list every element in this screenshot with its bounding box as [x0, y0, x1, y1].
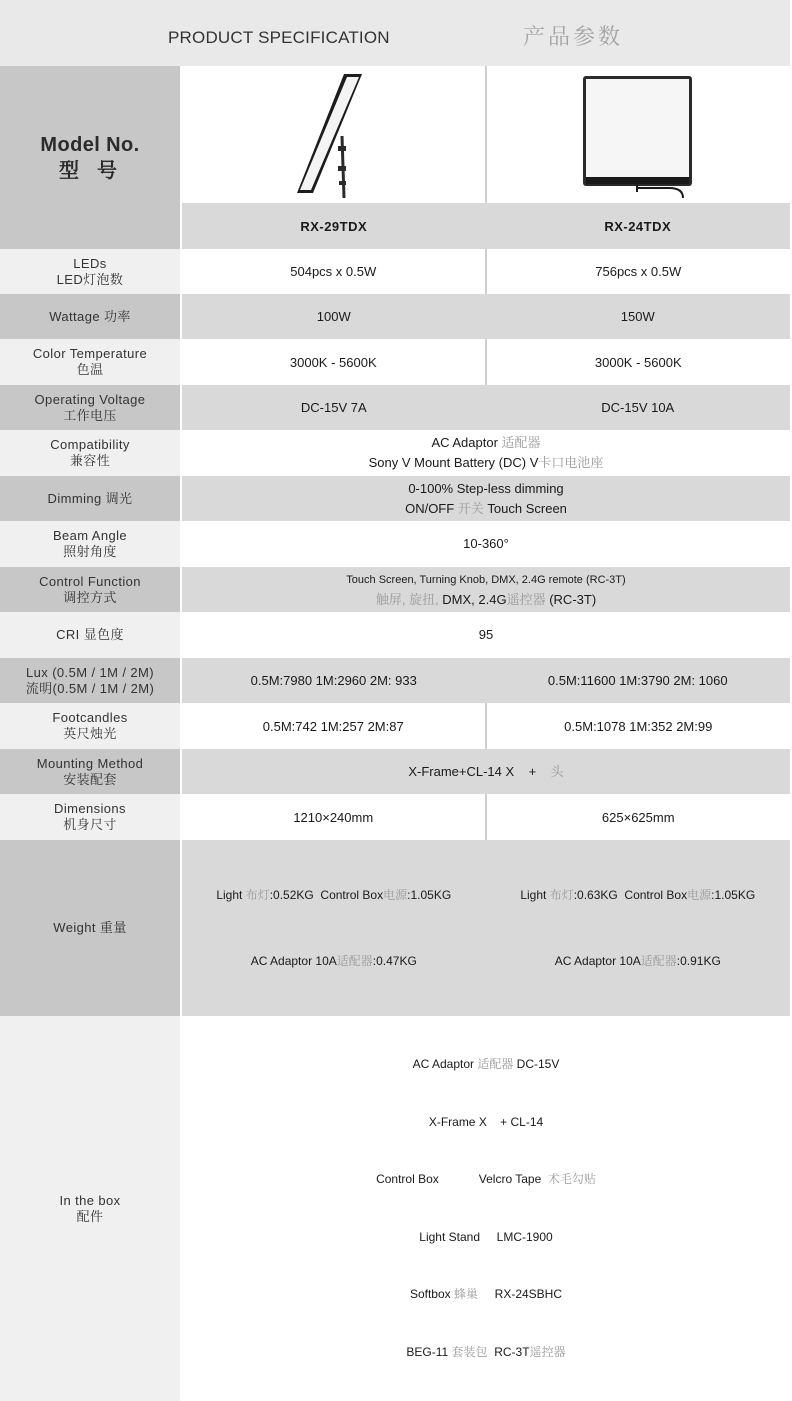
row-label	[0, 567, 181, 612]
value-shared	[181, 567, 790, 612]
value-model-1: 0.5M:7980 1M:2960 2M: 933	[181, 658, 486, 703]
compat-battery-cn: 卡口电池座	[538, 455, 604, 470]
panel-light-icon	[487, 66, 792, 198]
dimming-onoff: ON/OFF	[405, 500, 455, 516]
control-cn-d: (RC-3T)	[549, 591, 597, 607]
value-shared	[181, 749, 790, 794]
label-cn: 机身尺寸	[63, 817, 117, 832]
value-shared: 10-360°	[181, 521, 790, 567]
label-cn: 英尺烛光	[63, 726, 117, 741]
label-cn: 工作电压	[63, 407, 117, 423]
value-model-2: 3000K - 5600K	[486, 339, 791, 385]
row-label: Dimming 调光	[0, 476, 181, 521]
row-label	[0, 521, 181, 567]
mounting-value: X-Frame+CL-14 X +	[408, 763, 537, 779]
row-label: Weight 重量	[0, 840, 181, 1016]
model-label-cn: 型号	[59, 159, 135, 182]
label-en: Control Function	[39, 573, 141, 589]
value-model-2: DC-15V 10A	[486, 385, 791, 430]
row-lux	[0, 658, 790, 703]
label-en: Color Temperature	[32, 346, 148, 361]
label-cn: 流明(0.5M / 1M / 2M)	[25, 680, 155, 696]
row-dimensions	[0, 794, 790, 840]
value-model-1: 1210×240mm	[181, 794, 486, 840]
row-voltage	[0, 385, 790, 430]
label-en: Operating Voltage	[34, 391, 146, 407]
row-label	[0, 794, 181, 840]
control-cn-b: DMX, 2.4G	[442, 591, 507, 607]
row-dimming	[0, 476, 790, 521]
compat-ac: AC Adaptor	[431, 435, 498, 450]
label-en: Beam Angle	[52, 528, 128, 543]
compat-ac-cn: 适配器	[497, 435, 541, 450]
value-model-1: DC-15V 7A	[181, 385, 486, 430]
value-model-2: 756pcs x 0.5W	[486, 249, 791, 294]
control-cn-a: 触屏, 旋扭,	[375, 591, 443, 607]
value-model-2: 0.5M:1078 1M:352 2M:99	[486, 703, 791, 749]
row-footcandles	[0, 703, 790, 749]
value-shared	[181, 430, 790, 476]
title-cn: 产品参数	[523, 25, 624, 50]
row-compatibility	[0, 430, 790, 476]
value-model-2: Light 布灯:0.63KG Control Box电源:1.05KG AC Adaptor 10A适配器:0.91KG	[486, 840, 791, 1016]
title-en: PRODUCT SPECIFICATION	[168, 28, 390, 47]
row-control-function	[0, 567, 790, 612]
label-cn: 照射角度	[63, 544, 117, 559]
label-en: Dimensions	[54, 801, 126, 816]
row-label	[0, 249, 181, 294]
product-image-rx29	[181, 66, 486, 203]
row-color-temperature	[0, 339, 790, 385]
mounting-value-cn: 头	[536, 763, 564, 779]
row-leds	[0, 249, 790, 294]
label-en: In the box	[59, 1192, 121, 1208]
label-en: Footcandles	[52, 710, 128, 725]
row-wattage	[0, 294, 790, 339]
value-model-2: 150W	[486, 294, 791, 339]
value-model-2: 0.5M:11600 1M:3790 2M: 1060	[486, 658, 791, 703]
row-label	[0, 385, 181, 430]
model-name-2: RX-24TDX	[486, 203, 791, 249]
row-label: Wattage 功率	[0, 294, 181, 339]
model-label	[0, 66, 181, 249]
row-label	[0, 658, 181, 703]
value-model-1: 3000K - 5600K	[181, 339, 486, 385]
row-label	[0, 749, 181, 794]
row-label	[0, 339, 181, 385]
page-header	[0, 0, 790, 66]
row-mounting	[0, 749, 790, 794]
value-shared: 95	[181, 612, 790, 658]
value-model-1: 0.5M:742 1M:257 2M:87	[181, 703, 486, 749]
label-cn: 调控方式	[63, 589, 117, 605]
row-label	[0, 703, 181, 749]
value-shared: AC Adaptor 适配器 DC-15V X-Frame X + CL-14 Control Box Velcro Tape 术毛勾贴 Light Stand LMC-1900 Softbox 蜂巢 RX-24SBHC BEG-11 套装包 RC-3T遥控器	[181, 1016, 790, 1401]
product-image-rx24	[486, 66, 791, 203]
row-weight	[0, 840, 790, 1016]
value-model-2: 625×625mm	[486, 794, 791, 840]
value-model-1: Light 布灯:0.52KG Control Box电源:1.05KG AC Adaptor 10A适配器:0.47KG	[181, 840, 486, 1016]
compat-battery: Sony V Mount Battery (DC) V	[368, 455, 539, 470]
row-cri	[0, 612, 790, 658]
value-shared	[181, 476, 790, 521]
label-en: LEDs	[73, 255, 107, 271]
label-cn: 兼容性	[69, 453, 111, 468]
row-beam-angle	[0, 521, 790, 567]
row-label	[0, 1016, 181, 1401]
dimming-onoff-cn: 开关	[454, 500, 488, 516]
strip-light-icon	[182, 66, 486, 198]
label-en: Compatibility	[50, 437, 130, 452]
row-in-the-box	[0, 1016, 790, 1401]
dimming-touch: Touch Screen	[487, 500, 567, 516]
label-cn: LED灯泡数	[56, 271, 124, 287]
row-label: CRI 显色度	[0, 612, 181, 658]
dimming-range: 0-100% Step-less dimming	[408, 480, 564, 496]
row-label	[0, 430, 181, 476]
label-cn: 色温	[76, 362, 104, 377]
label-cn: 安装配套	[63, 771, 117, 787]
label-en: Mounting Method	[36, 755, 144, 771]
value-model-1: 504pcs x 0.5W	[181, 249, 486, 294]
model-name-1: RX-29TDX	[181, 203, 486, 249]
model-label-en: Model No.	[40, 133, 140, 156]
control-line-en: Touch Screen, Turning Knob, DMX, 2.4G remote (RC-3T)	[346, 573, 626, 586]
label-cn: 配件	[76, 1208, 104, 1224]
spec-table	[0, 66, 790, 1401]
control-cn-c: 遥控器	[506, 591, 550, 607]
label-en: Lux (0.5M / 1M / 2M)	[26, 664, 154, 680]
value-model-1: 100W	[181, 294, 486, 339]
